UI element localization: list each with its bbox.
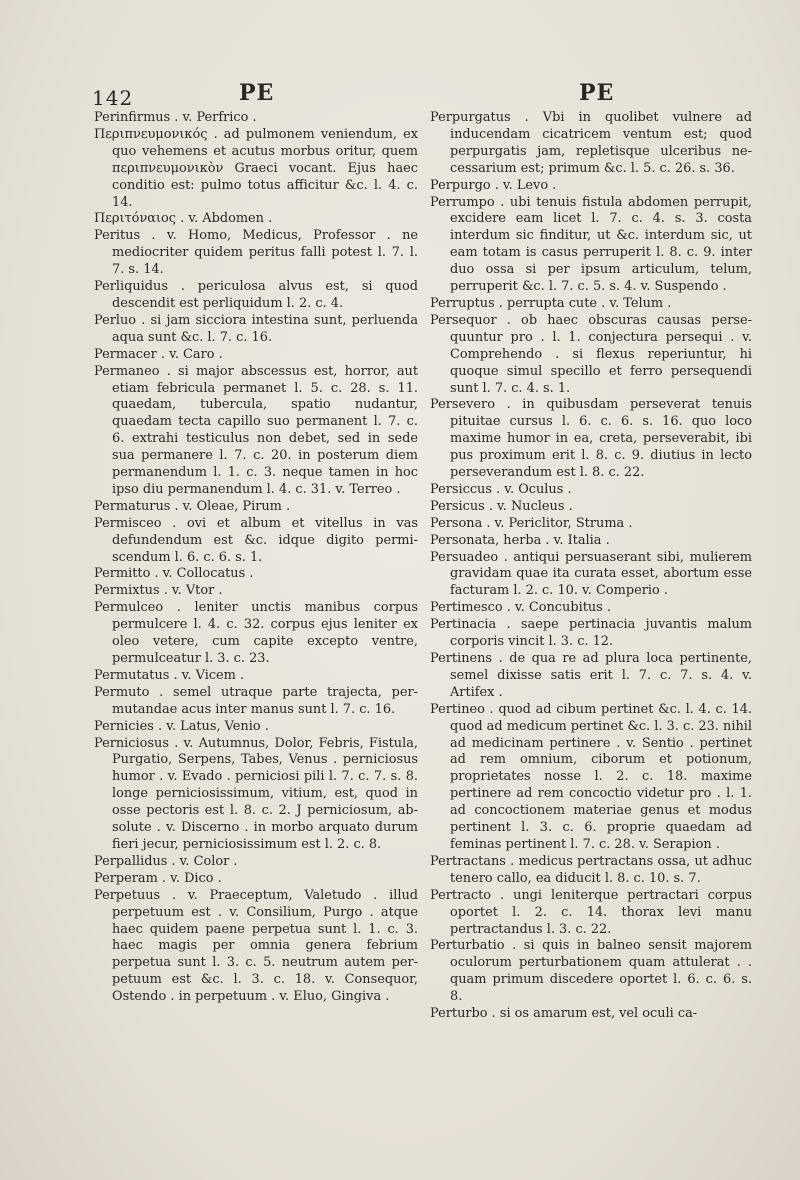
dictionary-entry: Permitto . v. Collocatus .	[94, 566, 254, 582]
left-column	[94, 110, 418, 1006]
dictionary-entry: Permuto . semel utraque parte trajecta, permutandae acus inter manus sunt l. 7. c. 16.	[94, 684, 418, 717]
dictionary-entry: Pertinens . de qua re ad plura loca pertinente, semel dixisse satis erit l. 7. c. 7. s. 4. v. Artifex .	[430, 651, 752, 700]
dictionary-entry: Persequor . ob haec obscuras causas persequuntur pro . l. 1. conjectura persequi . v. Comprehendo . si flexus reperiuntur, hi quoque simul specillo et ferro persequendi sunt l. 7. c. 4. s. 1.	[430, 312, 752, 396]
column-heading-right: PE	[579, 80, 615, 106]
dictionary-entry: Persicus . v. Nucleus .	[430, 498, 573, 514]
dictionary-entry: Perpurgo . v. Levo .	[430, 177, 557, 193]
dictionary-entry: Permaturus . v. Oleae, Pirum .	[94, 498, 291, 514]
dictionary-entry: Permaneo . si major abscessus est, horror, aut etiam febricula permanet l. 5. c. 28. s. 11. quaedam, tubercula, spatio nudantur, quaedam tecta capillo suo permanent l. 7. c. 6. extrahi testiculus non debet, sed in sede sua permanere l. 7. c. 20. in posterum diem permanendum l. 1. c. 3. neque tamen in hoc ipso diu permanendum l. 4. c. 31. v. Terreo .	[94, 363, 418, 497]
dictionary-entry: Perpallidus . v. Color .	[94, 853, 238, 869]
dictionary-entry: Περιτόναιος . v. Abdomen .	[94, 211, 273, 227]
dictionary-entry: Perrumpo . ubi tenuis fistula abdomen perrupit, excidere eam licet l. 7. c. 4. s. 3. costa interdum sic finditur, ut &c. interdum sic, ut eam totam is casus perruperit l. 8. c. 9. inter duo ossa si per ipsum articulum, telum, perruperit &c. l. 7. c. 5. s. 4. v. Suspendo .	[430, 194, 752, 295]
dictionary-entry: Pernicies . v. Latus, Venio .	[94, 718, 269, 734]
dictionary-entry: Pertimesco . v. Concubitus .	[430, 600, 611, 616]
dictionary-entry: Perpurgatus . Vbi in quolibet vulnere ad inducendam cicatricem ventum est; quod perpurgatis jam, repletisque ulceribus necessarium est; primum &c. l. 5. c. 26. s. 36.	[430, 110, 752, 176]
dictionary-entry: Pertineo . quod ad cibum pertinet &c. l. 4. c. 14. quod ad medicum pertinet &c. l. 3. c. 23. nihil ad medicinam pertinere . v. Sentio . pertinet ad rem omnium, ciborum et potionum, proprietates nosse l. 2. c. 18. maxime pertinere ad rem concoctio videtur pro . l. 1. ad concoctionem materiae genus et modus pertinent l. 3. c. 6. proprie quaedam ad feminas pertinent l. 7. c. 28. v. Serapion .	[430, 701, 752, 852]
dictionary-entry: Pertracto . ungi leniterque pertractari corpus oportet l. 2. c. 14. thorax levi manu pertractandus l. 3. c. 22.	[430, 887, 752, 937]
dictionary-entry: Pertractans . medicus pertractans ossa, ut adhuc tenero callo, ea diducit l. 8. c. 10. s. 7.	[430, 853, 752, 886]
dictionary-entry: Permixtus . v. Vtor .	[94, 583, 223, 599]
dictionary-entry: Περιπνευμονικός . ad pulmonem veniendum, ex quo vehemens et acutus morbus oritur, quem περιπνευμονικὸν Graeci vocant. Ejus haec conditio est: pulmo totus afficitur &c. l. 4. c. 14.	[94, 126, 418, 210]
dictionary-entry: Perruptus . perrupta cute . v. Telum .	[430, 295, 672, 311]
dictionary-entry: Perliquidus . periculosa alvus est, si quod descendit est perliquidum l. 2. c. 4.	[94, 279, 418, 311]
dictionary-entry: Personata, herba . v. Italia .	[430, 532, 610, 548]
page-number: 142	[92, 86, 134, 110]
dictionary-entry: Perturbo . si os amarum est, vel oculi ca-	[430, 1006, 698, 1022]
dictionary-entry: Persuadeo . antiqui persuaserant sibi, mulierem gravidam quae ita curata esset, abortum esse facturam l. 2. c. 10. v. Comperio .	[430, 549, 752, 599]
dictionary-entry: Perluo . si jam sicciora intestina sunt, perluenda aqua sunt &c. l. 7. c. 16.	[94, 312, 418, 345]
dictionary-entry: Perperam . v. Dico .	[94, 870, 222, 886]
right-column	[430, 110, 752, 1023]
dictionary-entry: Permisceo . ovi et album et vitellus in vas defundendum est &c. idque digito permiscendum l. 6. c. 6. s. 1.	[94, 515, 418, 565]
dictionary-entry: Peritus . v. Homo, Medicus, Professor . ne mediocriter quidem peritus falli potest l. 7. l. 7. s. 14.	[94, 228, 418, 278]
dictionary-entry: Perturbatio . si quis in balneo sensit majorem oculorum perturbationem quam attulerat . . quam primum discedere oportet l. 6. c. 6. s. 8.	[430, 938, 752, 1005]
dictionary-entry: Permutatus . v. Vicem .	[94, 667, 245, 683]
dictionary-entry: Perniciosus . v. Autumnus, Dolor, Febris, Fistula, Purgatio, Serpens, Tabes, Venus . perniciosus humor . v. Evado . perniciosi pili l. 7. c. 7. s. 8. longe perniciosissimum, vitium, est, quod in osse pectoris est l. 8. c. 2. J perniciosum, absolute . v. Discerno . in morbo arquato durum fieri jecur, perniciosissimum est l. 2. c. 8.	[94, 735, 418, 852]
dictionary-entry: Persevero . in quibusdam perseverat tenuis pituitae cursus l. 6. c. 6. s. 16. quo loco maxime humor in ea, creta, perseverabit, ibi pus proximum erit l. 8. c. 9. diutius in lecto perseverandum est l. 8. c. 22.	[430, 397, 752, 481]
running-header	[92, 80, 760, 110]
dictionary-entry: Persiccus . v. Oculus .	[430, 481, 572, 497]
dictionary-entry: Permulceo . leniter unctis manibus corpus permulcere l. 4. c. 32. corpus ejus leniter ex oleo vetere, cum capite excepto ventre, permulceatur l. 3. c. 23.	[94, 600, 418, 666]
dictionary-entry: Perinfirmus . v. Perfrico .	[94, 110, 257, 125]
dictionary-entry: Perpetuus . v. Praeceptum, Valetudo . illud perpetuum est . v. Consilium, Purgo . atque haec quidem paene perpetua sunt l. 1. c. 3. haec magis per omnia genera febrium perpetua sunt l. 3. c. 5. neutrum autem perpetuum est &c. l. 3. c. 18. v. Consequor, Ostendo . in perpetuum . v. Eluo, Gingiva .	[94, 887, 418, 1005]
column-heading-left: PE	[239, 80, 275, 106]
dictionary-entry: Persona . v. Periclitor, Struma .	[430, 515, 633, 531]
dictionary-entry: Permacer . v. Caro .	[94, 346, 223, 362]
dictionary-entry: Pertinacia . saepe pertinacia juvantis malum corporis vincit l. 3. c. 12.	[430, 617, 752, 650]
